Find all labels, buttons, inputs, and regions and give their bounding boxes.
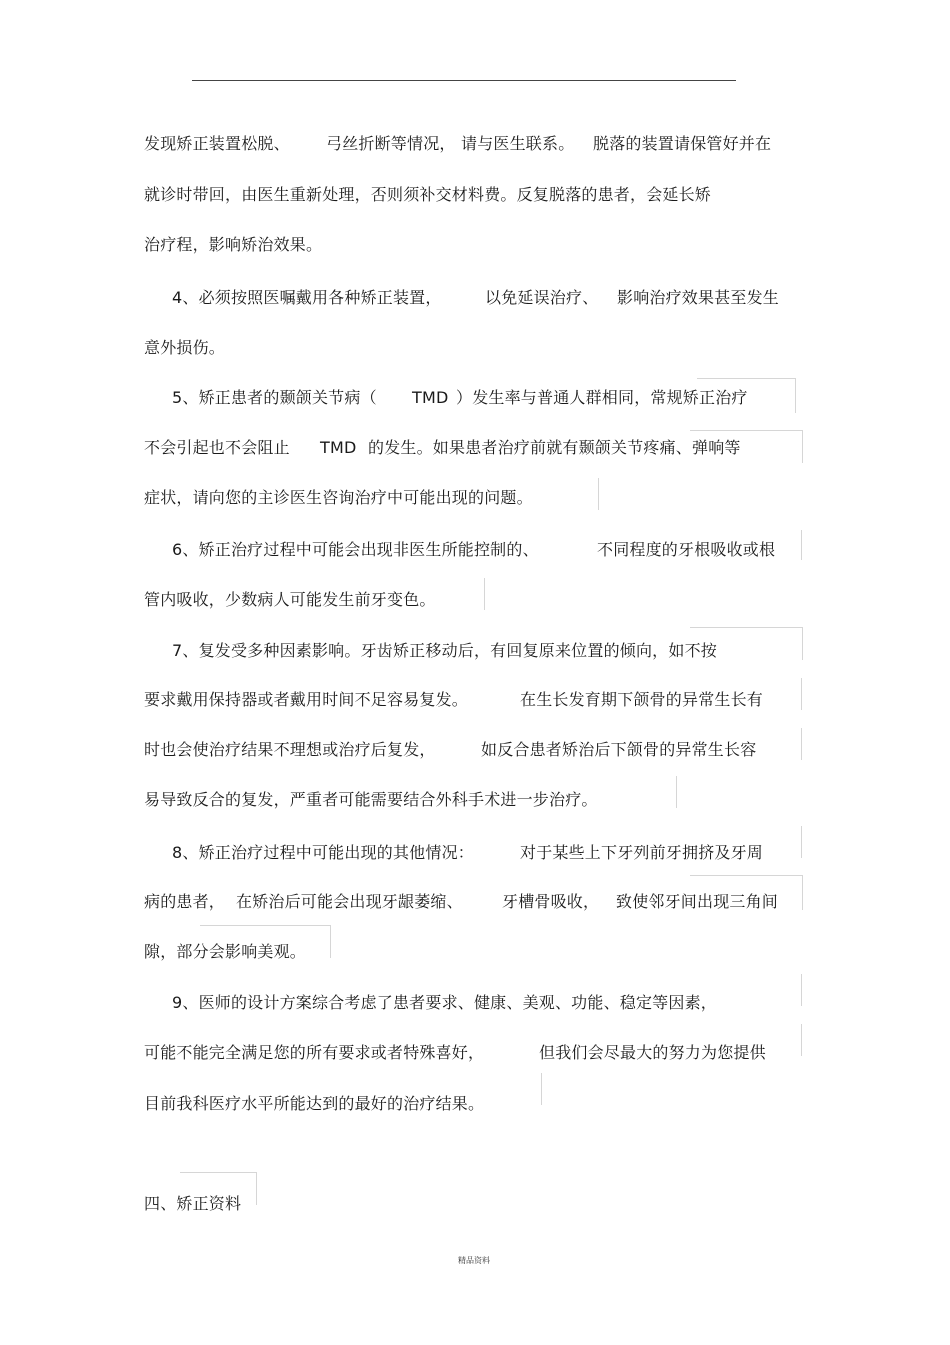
text-fragment: 就诊时带回，由医生重新处理，否则须补交材料费。反复脱落的患者，会延长矫 xyxy=(144,185,712,204)
border-remnant xyxy=(801,826,803,858)
text-fragment: 牙槽骨吸收， xyxy=(502,892,600,911)
text-fragment: 但我们会尽最大的努力为您提供 xyxy=(539,1043,766,1062)
text-fragment: 脱落的装置请保管好并在 xyxy=(593,134,772,153)
border-remnant xyxy=(801,678,803,710)
text-fragment: 可能不能完全满足您的所有要求或者特殊喜好， xyxy=(144,1043,485,1062)
text-fragment: 管内吸收，少数病人可能发生前牙变色。 xyxy=(144,590,436,609)
border-remnant xyxy=(484,578,486,610)
text-fragment: 易导致反合的复发，严重者可能需要结合外科手术进一步治疗。 xyxy=(144,790,598,809)
border-remnant xyxy=(541,1073,543,1105)
text-fragment: 四、矫正资料 xyxy=(144,1194,242,1213)
text-fragment: 不同程度的牙根吸收或根 xyxy=(597,540,776,559)
text-fragment: 弓丝折断等情况， xyxy=(326,134,456,153)
border-remnant xyxy=(801,1024,803,1056)
text-fragment: 病的患者， xyxy=(144,892,226,911)
text-fragment: 对于某些上下牙列前牙拥挤及牙周 xyxy=(520,843,764,862)
header-rule xyxy=(192,80,736,81)
text-fragment: 请与医生联系。 xyxy=(461,134,575,153)
text-fragment: 发现矫正装置松脱、 xyxy=(144,134,290,153)
text-line xyxy=(0,235,323,295)
text-fragment: 时也会使治疗结果不理想或治疗后复发， xyxy=(144,740,436,759)
text-fragment: ）发生率与普通人群相同，常规矫正治疗 xyxy=(456,388,748,407)
text-fragment: 如反合患者矫治后下颌骨的异常生长容 xyxy=(481,740,757,759)
border-remnant xyxy=(598,478,600,510)
text-fragment: 要求戴用保持器或者戴用时间不足容易复发。 xyxy=(144,690,469,709)
text-fragment: 影响治疗效果甚至发生 xyxy=(617,288,780,307)
text-fragment: 不会引起也不会阻止 xyxy=(144,438,290,457)
text-fragment: 治疗程，影响矫治效果。 xyxy=(144,235,323,254)
text-fragment: 9、医师的设计方案综合考虑了患者要求、健康、美观、功能、稳定等因素， xyxy=(172,993,717,1012)
border-remnant xyxy=(801,974,803,1006)
text-fragment: 目前我科医疗水平所能达到的最好的治疗结果。 xyxy=(144,1094,485,1113)
text-fragment: 在矫治后可能会出现牙龈萎缩、 xyxy=(236,892,463,911)
text-fragment: 以免延误治疗、 xyxy=(485,288,599,307)
text-fragment: 7、复发受多种因素影响。牙齿矫正移动后，有回复原来位置的倾向，如不按 xyxy=(172,641,717,660)
text-line xyxy=(0,790,598,850)
text-fragment: 隙，部分会影响美观。 xyxy=(144,942,307,961)
text-fragment: TMD xyxy=(320,438,357,457)
text-fragment: 意外损伤。 xyxy=(144,338,226,357)
text-fragment: 致使邻牙间出现三角间 xyxy=(616,892,779,911)
border-remnant xyxy=(801,728,803,760)
text-fragment: 症状，请向您的主诊医生咨询治疗中可能出现的问题。 xyxy=(144,488,533,507)
section-heading xyxy=(0,1194,242,1254)
text-line xyxy=(0,488,533,548)
text-fragment: 在生长发育期下颌骨的异常生长有 xyxy=(520,690,764,709)
text-line xyxy=(0,1094,485,1154)
text-fragment: 的发生。如果患者治疗前就有颞颌关节疼痛、弹响等 xyxy=(368,438,741,457)
text-fragment: 8、矫正治疗过程中可能出现的其他情况： xyxy=(172,843,474,862)
border-remnant xyxy=(676,776,678,808)
border-remnant xyxy=(801,530,803,560)
page-footer: 精品资料 xyxy=(458,1256,490,1265)
text-fragment: 6、矫正治疗过程中可能会出现非医生所能控制的、 xyxy=(172,540,539,559)
text-fragment: TMD xyxy=(412,388,449,407)
text-fragment: 5、矫正患者的颞颌关节病（ xyxy=(172,388,377,407)
text-fragment: 4、必须按照医嘱戴用各种矫正装置， xyxy=(172,288,442,307)
